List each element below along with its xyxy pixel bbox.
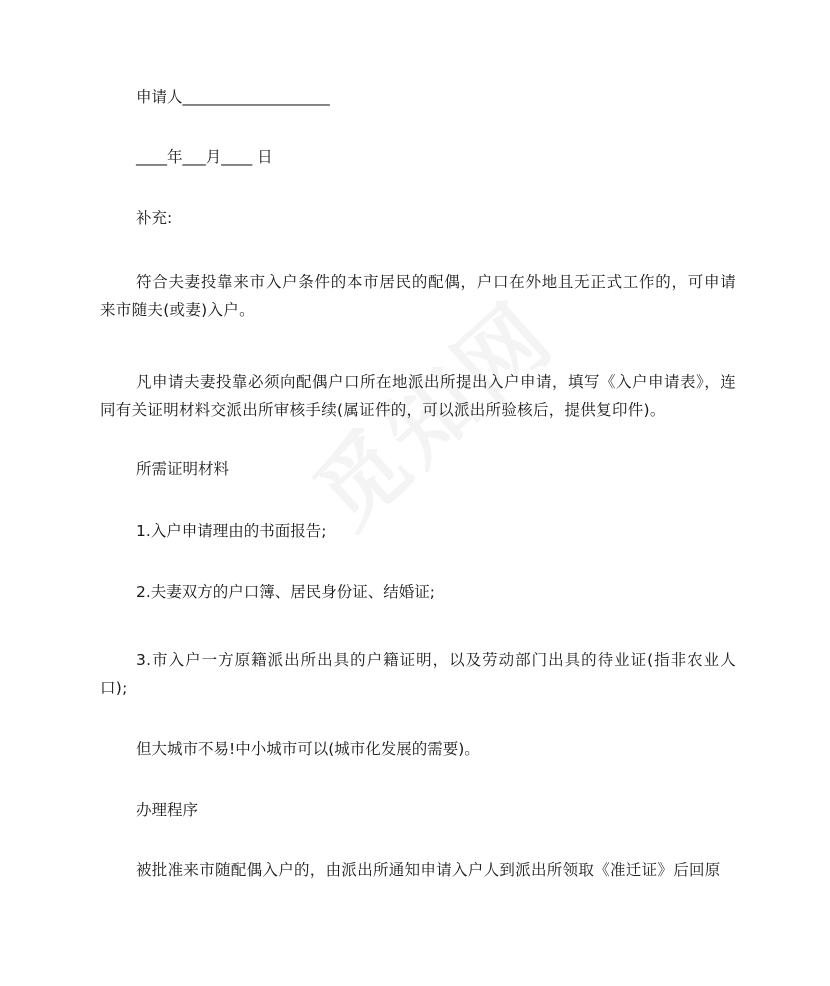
paragraph-procedure: 被批准来市随配偶入户的，由派出所通知申请入户人到派出所领取《准迁证》后回原 [136, 861, 721, 879]
material-item-2: 2.夫妻双方的户口簿、居民身份证、结婚证; [136, 583, 436, 601]
materials-heading: 所需证明材料 [136, 460, 230, 478]
procedure-heading: 办理程序 [136, 801, 199, 819]
date-line: ____年___月____ 日 [136, 148, 273, 166]
paragraph-application: 凡申请夫妻投靠必须向配偶户口所在地派出所提出入户申请，填写《入户申请表》，连同有关证明材料交派出所审核手续(属证件的，可以派出所验核后，提供复印件)。 [100, 373, 736, 419]
city-note: 但大城市不易!中小城市可以(城市化发展的需要)。 [136, 740, 480, 758]
applicant-signature-line: 申请人___________________ [136, 88, 330, 106]
material-item-3: 3.市入户一方原籍派出所出具的户籍证明，以及劳动部门出具的待业证(指非农业人口); [100, 651, 736, 697]
material-item-1: 1.入户申请理由的书面报告; [136, 522, 327, 540]
supplement-heading: 补充: [136, 209, 173, 227]
paragraph-eligibility: 符合夫妻投靠来市入户条件的本市居民的配偶，户口在外地且无正式工作的，可申请来市随夫(或妻)入户。 [100, 273, 736, 319]
